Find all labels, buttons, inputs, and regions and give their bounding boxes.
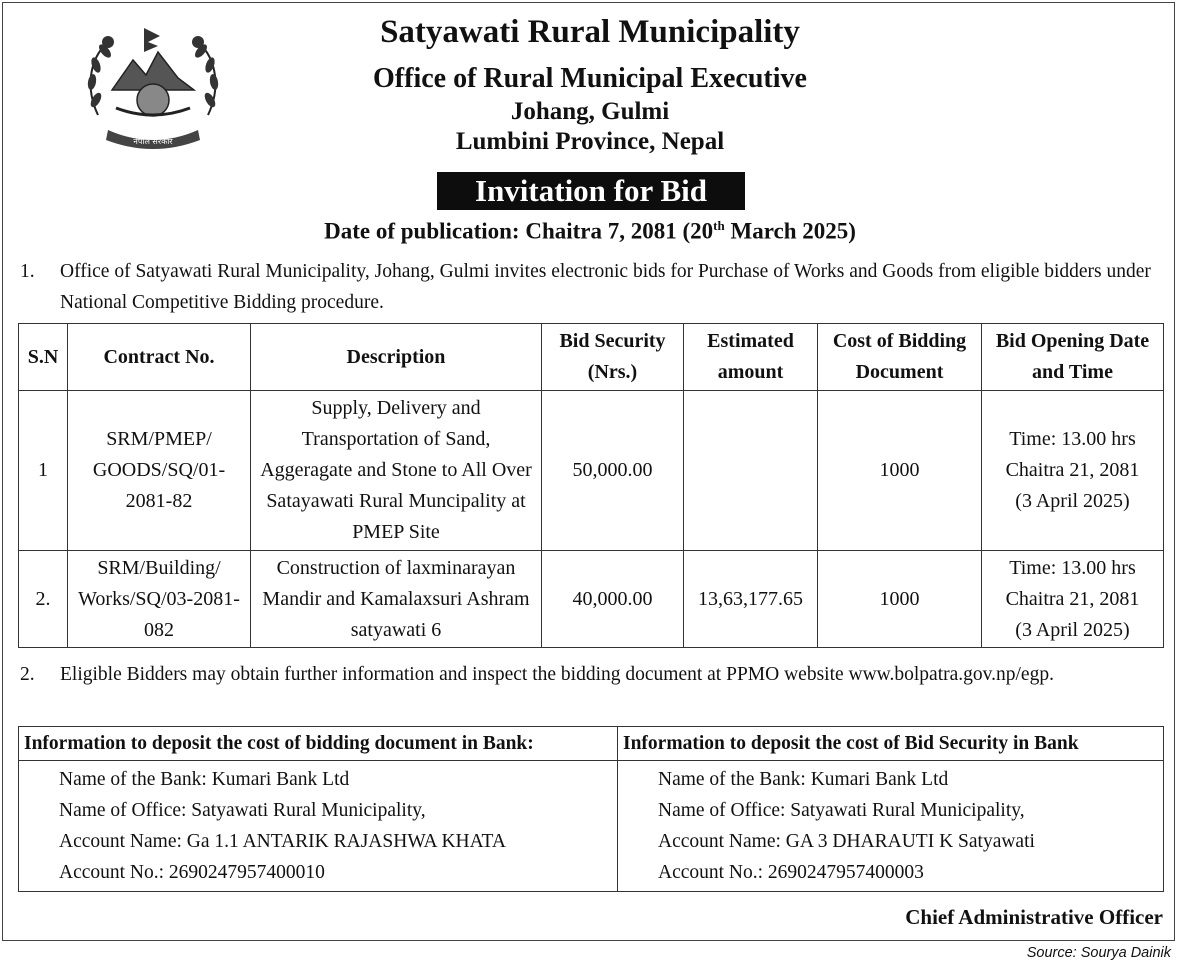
table-header-row bbox=[19, 324, 1164, 391]
nepal-government-emblem bbox=[78, 20, 228, 158]
cell-contract-no: SRM/Building/ Works/SQ/03-2081-082 bbox=[68, 551, 251, 648]
office-province: Lumbini Province, Nepal bbox=[455, 128, 725, 155]
paragraph-1 bbox=[20, 256, 1165, 318]
bank-name: Name of the Bank: Kumari Bank Ltd bbox=[59, 769, 350, 790]
opening-time: Time: 13.00 hrs bbox=[1009, 428, 1136, 450]
column-header: Bid Opening Date and Time bbox=[982, 324, 1164, 391]
cell-estimated-amount: 13,63,177.65 bbox=[684, 551, 818, 648]
paragraph-text: Office of Satyawati Rural Municipality, Johang, Gulmi invites electronic bids for Purchase of Works and Goods from eligible bidders under National Competitive Bidding procedure. bbox=[60, 261, 1151, 313]
cell-description: Supply, Delivery and Transportation of Sand, Aggeragate and Stone to All Over Satayawati Rural Muncipality at PMEP Site bbox=[251, 391, 542, 551]
opening-date-bs: Chaitra 21, 2081 bbox=[1005, 587, 1140, 610]
svg-text:नेपाल सरकार: नेपाल सरकार bbox=[133, 137, 173, 146]
paragraph-number: 1. bbox=[20, 261, 35, 282]
opening-date-ad: (3 April 2025) bbox=[1015, 490, 1130, 512]
office-name-line: Name of Office: Satyawati Rural Municipality, bbox=[59, 800, 426, 821]
column-header: Description bbox=[251, 324, 542, 391]
cell-bid-security: 40,000.00 bbox=[542, 551, 684, 648]
account-name: Account Name: GA 3 DHARAUTI K Satyawati bbox=[658, 831, 1035, 852]
column-header: S.N bbox=[19, 324, 68, 391]
column-header: Estimated amount bbox=[684, 324, 818, 391]
bank-info-table bbox=[18, 726, 1164, 892]
opening-date-bs: Chaitra 21, 2081 bbox=[1005, 459, 1140, 481]
municipality-name: Satyawati Rural Municipality bbox=[380, 14, 800, 50]
paragraph-number: 2. bbox=[20, 664, 35, 685]
cell-description: Construction of laxminarayan Mandir and Kamalaxsuri Ashram satyawati 6 bbox=[251, 551, 542, 648]
cell-opening bbox=[982, 391, 1164, 551]
bidding-document-bank-details bbox=[19, 761, 618, 892]
bid-table bbox=[18, 323, 1164, 648]
account-number: Account No.: 2690247957400010 bbox=[59, 862, 325, 883]
cell-contract-no: SRM/PMEP/ GOODS/SQ/01-2081-82 bbox=[68, 391, 251, 551]
table-row bbox=[19, 391, 1164, 551]
bid-security-bank-title: Information to deposit the cost of Bid Security in Bank bbox=[618, 727, 1164, 761]
bid-security-bank-details bbox=[618, 761, 1164, 892]
column-header: Bid Security (Nrs.) bbox=[542, 324, 684, 391]
table-row bbox=[19, 551, 1164, 648]
publication-date: Date of publication: Chaitra 7, 2081 (20th March 2025) bbox=[324, 218, 856, 244]
account-number: Account No.: 2690247957400003 bbox=[658, 862, 924, 883]
cell-sn: 2. bbox=[19, 551, 68, 648]
cell-estimated-amount bbox=[684, 391, 818, 551]
office-name-line: Name of Office: Satyawati Rural Municipality, bbox=[658, 800, 1025, 821]
cell-bid-security: 50,000.00 bbox=[542, 391, 684, 551]
notice-title: Invitation for Bid bbox=[437, 172, 745, 210]
cell-cost: 1000 bbox=[818, 551, 982, 648]
cell-cost: 1000 bbox=[818, 391, 982, 551]
column-header: Contract No. bbox=[68, 324, 251, 391]
office-name: Office of Rural Municipal Executive bbox=[373, 63, 807, 94]
bidding-document-bank-title: Information to deposit the cost of bidding document in Bank: bbox=[19, 727, 618, 761]
paragraph-2 bbox=[20, 659, 1165, 690]
cell-opening bbox=[982, 551, 1164, 648]
opening-time: Time: 13.00 hrs bbox=[1009, 556, 1136, 579]
office-location: Johang, Gulmi bbox=[510, 98, 670, 125]
source-credit: Source: Sourya Dainik bbox=[1026, 945, 1171, 961]
signatory: Chief Administrative Officer bbox=[905, 905, 1163, 929]
paragraph-text: Eligible Bidders may obtain further information and inspect the bidding document at PPMO website www.bolpatra.gov.np/egp. bbox=[60, 664, 1054, 685]
opening-date-ad: (3 April 2025) bbox=[1015, 618, 1130, 641]
column-header: Cost of Bidding Document bbox=[818, 324, 982, 391]
bank-name: Name of the Bank: Kumari Bank Ltd bbox=[658, 769, 949, 790]
account-name: Account Name: Ga 1.1 ANTARIK RAJASHWA KHATA bbox=[59, 831, 506, 852]
cell-sn: 1 bbox=[19, 391, 68, 551]
